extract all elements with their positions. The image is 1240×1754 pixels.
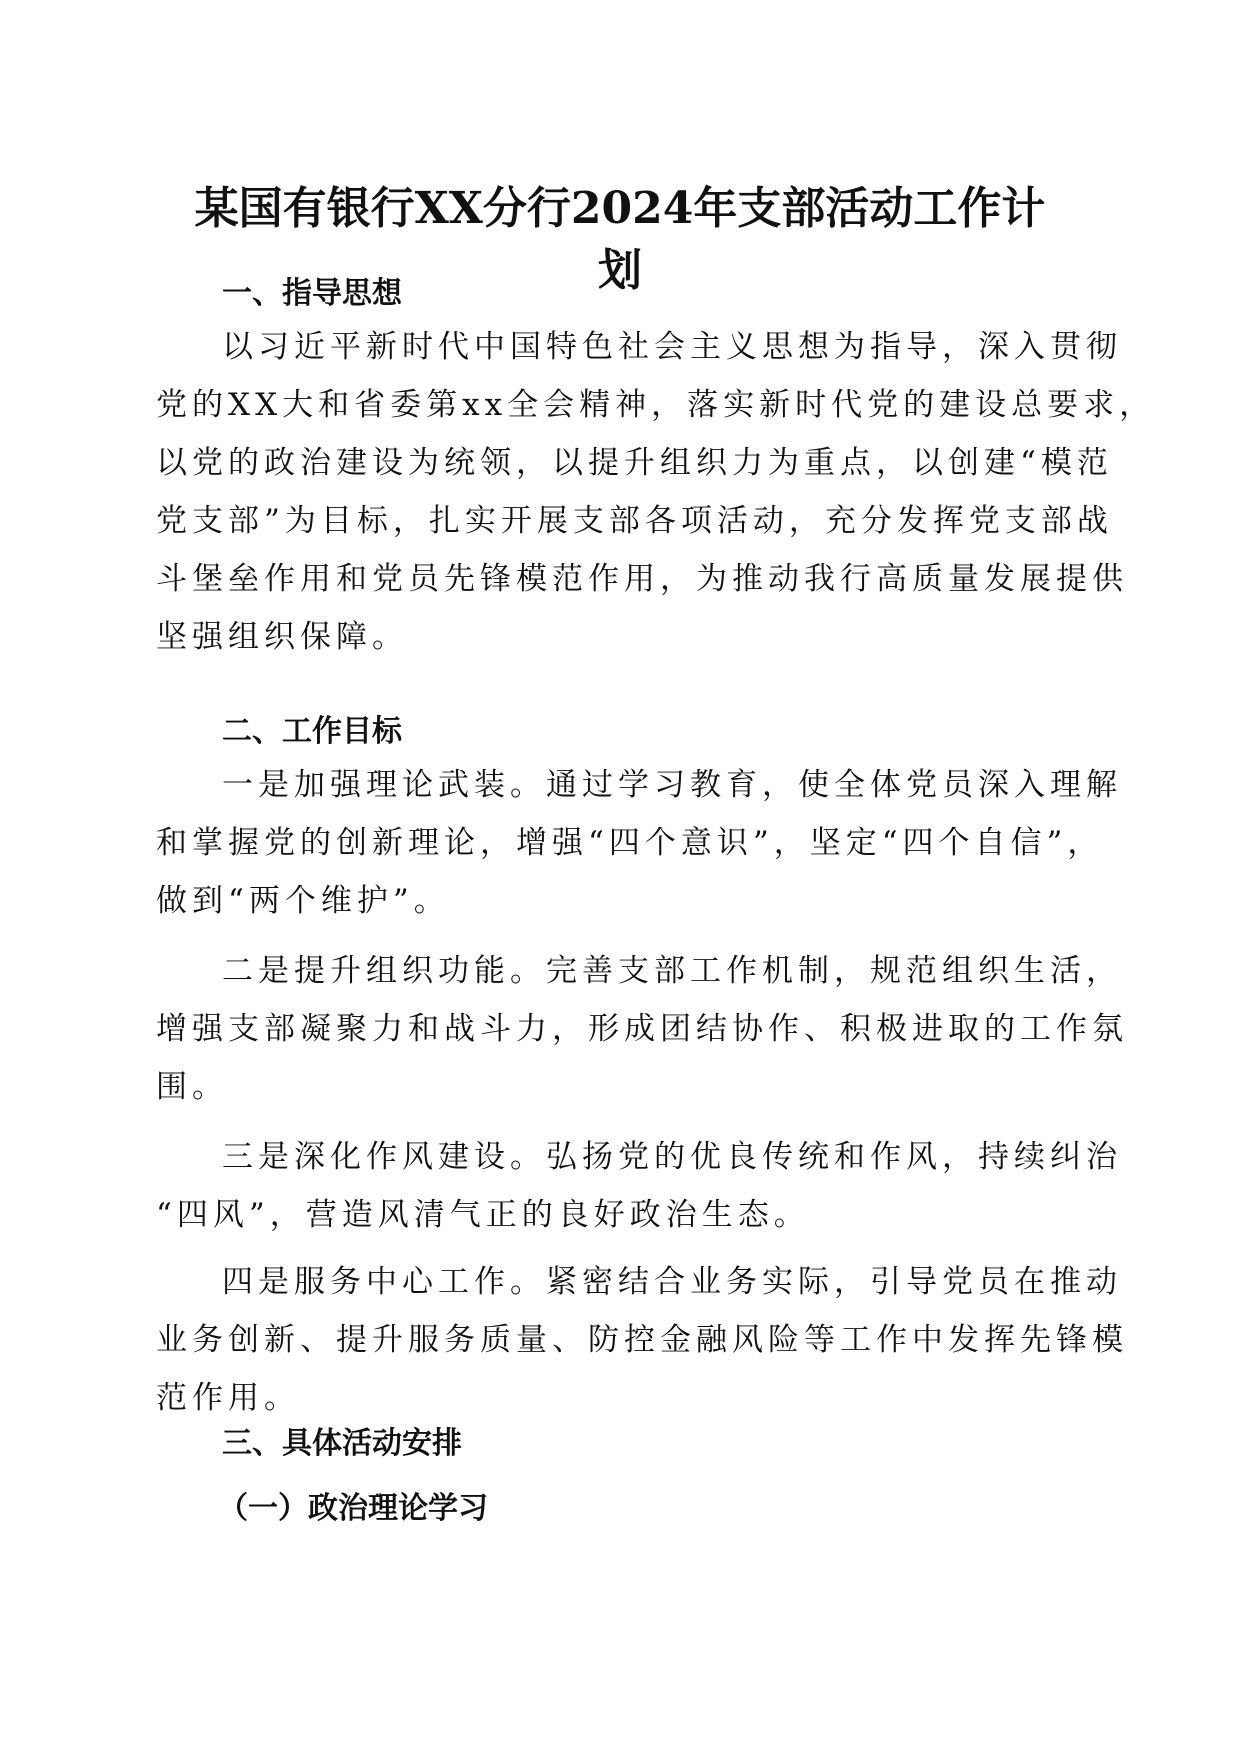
paragraph-line: 以习近平新时代中国特色社会主义思想为指导，深入贯彻 <box>222 329 1122 365</box>
paragraph-line: 业务创新、提升服务质量、防控金融风险等工作中发挥先锋模 <box>156 1322 1128 1358</box>
paragraph-line: 以党的政治建设为统领，以提升组织力为重点，以创建“模范 <box>156 445 1113 481</box>
paragraph-line: 三是深化作风建设。弘扬党的优良传统和作风，持续纠治 <box>222 1139 1122 1175</box>
paragraph-line: “四风”，营造风清气正的良好政治生态。 <box>156 1197 810 1233</box>
paragraph-line: 坚强组织保障。 <box>156 619 408 655</box>
paragraph-line: 范作用。 <box>156 1380 300 1416</box>
paragraph-line: 增强支部凝聚力和战斗力，形成团结协作、积极进取的工作氛 <box>156 1011 1128 1047</box>
paragraph-line: 党的XX大和省委第xx全会精神，落实新时代党的建设总要求， <box>156 387 1156 423</box>
paragraph-line: 做到“两个维护”。 <box>156 883 450 919</box>
paragraph-goal-4 <box>156 1253 1128 1427</box>
section-heading-guiding-ideology: 一、指导思想 <box>222 276 402 311</box>
paragraph-guiding-ideology <box>156 318 1156 666</box>
title-line: 划 <box>598 245 642 296</box>
paragraph-line: 党支部”为目标，扎实开展支部各项活动，充分发挥党支部战 <box>156 503 1113 539</box>
paragraph-line: 二是提升组织功能。完善支部工作机制，规范组织生活， <box>222 953 1122 989</box>
paragraph-goal-1 <box>156 756 1122 930</box>
title-line: 某国有银行XX分行2024年支部活动工作计 <box>194 183 1046 234</box>
section-heading-activity-arrangement: 三、具体活动安排 <box>222 1426 462 1461</box>
paragraph-goal-3 <box>156 1128 1122 1244</box>
paragraph-line: 一是加强理论武装。通过学习教育，使全体党员深入理解 <box>222 767 1122 803</box>
paragraph-line: 四是服务中心工作。紧密结合业务实际，引导党员在推动 <box>222 1264 1122 1300</box>
paragraph-goal-2 <box>156 942 1128 1116</box>
section-heading-work-goals: 二、工作目标 <box>222 714 402 749</box>
paragraph-line: 和掌握党的创新理论，增强“四个意识”，坚定“四个自信”， <box>156 825 1104 861</box>
paragraph-line: 围。 <box>156 1069 228 1105</box>
subsection-heading-political-theory-study: （一）政治理论学习 <box>218 1491 488 1526</box>
paragraph-line: 斗堡垒作用和党员先锋模范作用，为推动我行高质量发展提供 <box>156 561 1128 597</box>
